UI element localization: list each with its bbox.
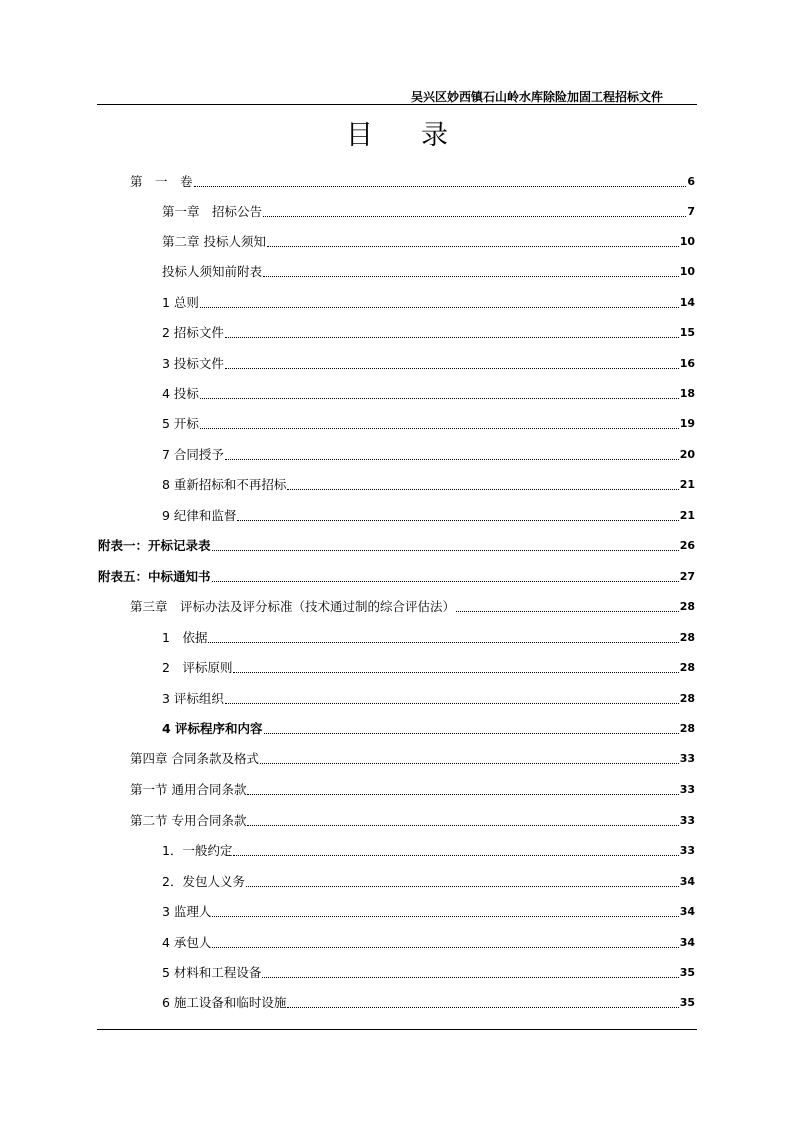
toc-dot-leader: [287, 1007, 678, 1008]
toc-entry-appendix-1[interactable]: [98, 536, 695, 556]
toc-dot-leader: [225, 703, 679, 704]
header-divider: [97, 104, 697, 105]
toc-entry-materials[interactable]: [162, 963, 695, 983]
toc-entry-chapter-3[interactable]: [130, 597, 695, 617]
toc-entry-chapter-2[interactable]: [162, 232, 695, 252]
title-char-2: 录: [421, 120, 448, 151]
toc-entry-text: 1．一般约定: [162, 843, 233, 858]
toc-page-number: 28: [679, 692, 695, 705]
toc-dot-leader: [287, 489, 678, 490]
toc-entry-appendix-5[interactable]: [98, 567, 695, 587]
toc-page-number: 28: [679, 722, 695, 735]
toc-entry-bid-docs[interactable]: [162, 354, 695, 374]
toc-entry-text: 8 重新招标和不再招标: [162, 477, 287, 492]
toc-page-number: 10: [679, 265, 695, 278]
toc-page-number: 34: [679, 905, 695, 918]
toc-entry-general-agreement[interactable]: [162, 841, 695, 861]
toc-entry-discipline[interactable]: [162, 506, 695, 526]
toc-dot-leader: [200, 398, 679, 399]
toc-dot-leader: [233, 672, 678, 673]
toc-page-number: 35: [679, 966, 695, 979]
toc-entry-text: 第三章 评标办法及评分标准（技术通过制的综合评估法）: [130, 599, 456, 614]
toc-entry-text: 第二节 专用合同条款: [130, 813, 247, 828]
toc-entry-section-1[interactable]: [130, 780, 695, 800]
toc-entry-text: 1 总则: [162, 295, 199, 310]
footer-divider: [97, 1029, 697, 1030]
toc-entry-text: 第二章 投标人须知: [162, 234, 266, 249]
toc-page-number: 28: [679, 661, 695, 674]
toc-entry-section-2[interactable]: [130, 811, 695, 831]
toc-entry-text: 附表一：开标记录表: [98, 538, 211, 553]
toc-page-number: 33: [679, 752, 695, 765]
toc-entry-text: 6 施工设备和临时设施: [162, 995, 287, 1010]
toc-dot-leader: [267, 246, 679, 247]
toc-entry-text: 9 纪律和监督: [162, 508, 237, 523]
toc-entry-employer-obligations[interactable]: [162, 872, 695, 892]
toc-dot-leader: [233, 855, 678, 856]
toc-page-number: 35: [679, 996, 695, 1009]
toc-entry-text: 2．发包人义务: [162, 874, 245, 889]
toc-dot-leader: [237, 520, 678, 521]
toc-page-number: 18: [679, 387, 695, 400]
toc-entry-text: 2 招标文件: [162, 325, 224, 340]
toc-page-number: 27: [679, 570, 695, 583]
toc-entry-procedure[interactable]: [162, 719, 695, 739]
toc-entry-text: 第一节 通用合同条款: [130, 782, 247, 797]
toc-entry-general[interactable]: [162, 293, 695, 313]
toc-page-number: 15: [679, 326, 695, 339]
toc-dot-leader: [247, 825, 678, 826]
toc-page-number: 33: [679, 844, 695, 857]
toc-page-number: 26: [679, 539, 695, 552]
toc-dot-leader: [264, 733, 679, 734]
toc-entry-text: 7 合同授予: [162, 447, 224, 462]
toc-entry-construction-equipment[interactable]: [162, 993, 695, 1013]
toc-entry-text: 2 评标原则: [162, 660, 233, 675]
toc-entry-text: 4 投标: [162, 386, 199, 401]
toc-entry-text: 附表五：中标通知书: [98, 569, 211, 584]
toc-entry-tender-docs[interactable]: [162, 323, 695, 343]
toc-entry-bid-opening[interactable]: [162, 414, 695, 434]
toc-dot-leader: [263, 216, 686, 217]
toc-entry-text: 第 一 卷: [130, 174, 193, 189]
toc-entry-volume-1[interactable]: [130, 172, 695, 192]
toc-entry-bidding[interactable]: [162, 384, 695, 404]
toc-page-number: 16: [679, 357, 695, 370]
toc-dot-leader: [225, 459, 679, 460]
toc-page-number: 21: [679, 478, 695, 491]
toc-dot-leader: [212, 947, 678, 948]
toc-entry-organization[interactable]: [162, 689, 695, 709]
toc-entry-chapter-4[interactable]: [130, 749, 695, 769]
toc-dot-leader: [212, 550, 679, 551]
toc-page-number: 10: [679, 235, 695, 248]
toc-dot-leader: [194, 186, 687, 187]
toc-dot-leader: [260, 763, 679, 764]
toc-dot-leader: [246, 886, 679, 887]
toc-dot-leader: [212, 581, 679, 582]
toc-entry-retender[interactable]: [162, 475, 695, 495]
toc-entry-text: 第四章 合同条款及格式: [130, 751, 259, 766]
toc-dot-leader: [247, 794, 678, 795]
toc-page-number: 28: [679, 631, 695, 644]
toc-entry-supervisor[interactable]: [162, 902, 695, 922]
toc-dot-leader: [212, 916, 678, 917]
toc-entry-text: 3 投标文件: [162, 356, 224, 371]
page-title: [97, 114, 697, 158]
toc-page-number: 19: [679, 417, 695, 430]
toc-page-number: 28: [679, 600, 695, 613]
toc-page-number: 14: [679, 296, 695, 309]
toc-page-number: 21: [679, 509, 695, 522]
toc-dot-leader: [456, 611, 679, 612]
toc-dot-leader: [225, 337, 679, 338]
toc-entry-chapter-1[interactable]: [162, 202, 695, 222]
toc-entry-contractor[interactable]: [162, 933, 695, 953]
toc-entry-contract-award[interactable]: [162, 445, 695, 465]
toc-dot-leader: [200, 428, 679, 429]
title-char-1: 目: [346, 120, 373, 151]
toc-entry-text: 5 开标: [162, 416, 199, 431]
toc-page-number: 33: [679, 783, 695, 796]
toc-entry-principles[interactable]: [162, 658, 695, 678]
toc-page-number: 6: [687, 175, 695, 188]
toc-entry-basis[interactable]: [162, 628, 695, 648]
toc-dot-leader: [262, 977, 678, 978]
toc-dot-leader: [200, 307, 679, 308]
toc-page-number: 34: [679, 936, 695, 949]
toc-dot-leader: [208, 642, 678, 643]
toc-entry-text: 投标人须知前附表: [162, 264, 263, 279]
toc-entry-text: 3 评标组织: [162, 691, 224, 706]
toc-entry-bidder-appendix[interactable]: [162, 262, 695, 282]
toc-entry-text: 1 依据: [162, 630, 208, 645]
toc-entry-text: 4 承包人: [162, 935, 212, 950]
toc-page-number: 33: [679, 814, 695, 827]
toc-entry-text: 3 监理人: [162, 904, 212, 919]
toc-dot-leader: [263, 276, 679, 277]
toc-page-number: 20: [679, 448, 695, 461]
toc-page-number: 7: [687, 205, 695, 218]
toc-entry-text: 5 材料和工程设备: [162, 965, 262, 980]
toc-dot-leader: [225, 368, 679, 369]
toc-entry-text: 4 评标程序和内容: [162, 721, 263, 736]
toc-entry-text: 第一章 招标公告: [162, 204, 263, 219]
running-header: 吴兴区妙西镇石山岭水库除险加固工程招标文件: [410, 90, 663, 104]
toc-page-number: 34: [679, 875, 695, 888]
